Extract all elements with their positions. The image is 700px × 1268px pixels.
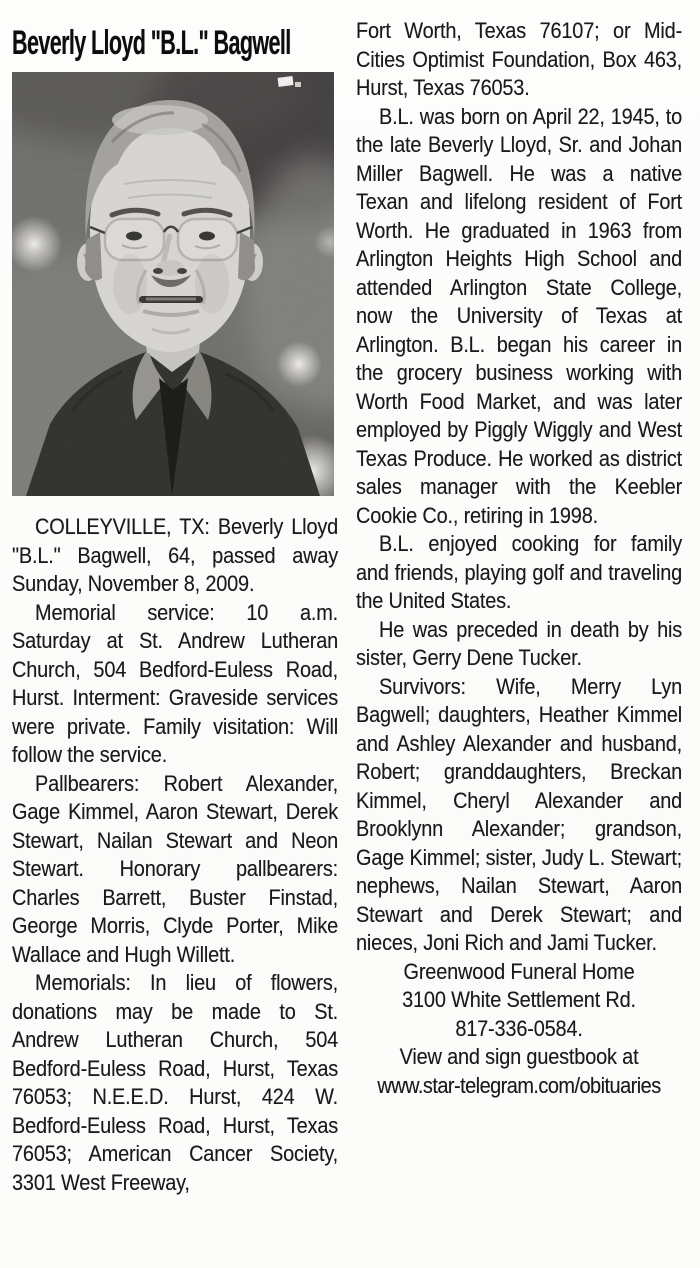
right-column-text (356, 0, 682, 1100)
right-column (356, 0, 682, 1197)
funeral-home-phone: 817-336-0584. (455, 1015, 583, 1041)
obituary-paragraph-hobbies: B.L. enjoyed cooking for family and friends, playing golf and traveling the United States. (356, 531, 683, 613)
portrait-photo (12, 72, 334, 496)
obituary-paragraph-memorials-continued: Fort Worth, Texas 76107; or Mid-Cities Optimist Foundation, Box 463, Hurst, Texas 76053. (356, 18, 683, 100)
obituary-paragraph-memorials: Memorials: In lieu of flowers, donations may be made to St. Andrew Lutheran Church, 504 Bedford-Euless Road, Hurst, Texas 76053; N.E.E.D. Hurst, 424 W. Bedford-Euless Road, Hurst, Texas 76053; American Cancer Society, 3301 West Freeway, (12, 970, 339, 1195)
obituary-paragraph-survivors: Survivors: Wife, Merry Lyn Bagwell; daughters, Heather Kimmel and Ashley Alexander and husband, Robert; granddaughters, Breckan Kimmel, Cheryl Alexander and Brooklynn Alexander; grandson, Gage Kimmel; sister, Judy L. Stewart; nephews, Nailan Stewart, Aaron Stewart and Derek Stewart; and nieces, Joni Rich and Jami Tucker. (356, 673, 683, 955)
obituary-headline: Beverly Lloyd "B.L." Bagwell (12, 24, 291, 62)
left-column-text (12, 513, 338, 1197)
funeral-home-address: 3100 White Settlement Rd. (402, 987, 636, 1012)
funeral-home-block (356, 958, 682, 1101)
portrait-photo-illustration (12, 72, 334, 496)
obituary-paragraph-biography: B.L. was born on April 22, 1945, to the late Beverly Lloyd, Sr. and Johan Miller Bagwell. He was a native Texan and lifelong resident of Fort Worth. He graduated in 1963 from Arlington Heights High School and attended Arlington State College, now the University of Texas at Arlington. B.L. began his career in the grocery business working with Worth Food Market, and was later employed by Piggly Wiggly and West Texas Produce. He worked as district sales manager with the Keebler Cookie Co., retiring in 1998. (356, 103, 683, 528)
funeral-home-name: Greenwood Funeral Home (403, 958, 635, 984)
obituary-paragraph-pallbearers: Pallbearers: Robert Alexander, Gage Kimmel, Aaron Stewart, Derek Stewart, Nailan Stewart and Neon Stewart. Honorary pallbearers: Charles Barrett, Buster Finstad, George Morris, Clyde Porter, Mike Wallace and Hugh Willett. (12, 770, 339, 967)
obituary-paragraph-preceded: He was preceded in death by his sister, Gerry Dene Tucker. (356, 616, 683, 670)
guestbook-note: View and sign guestbook at (399, 1044, 639, 1069)
left-column (12, 0, 338, 1197)
guestbook-url: www.star-telegram.com/obituaries (377, 1072, 661, 1098)
obituary-paragraph-service: Memorial service: 10 a.m. Saturday at St. Andrew Lutheran Church, 504 Bedford-Euless Road, Hurst. Interment: Graveside services were private. Family visitation: Will follow the service. (12, 599, 339, 767)
obituary-paragraph-intro: COLLEYVILLE, TX: Beverly Lloyd "B.L." Bagwell, 64, passed away Sunday, November 8, 2009. (12, 514, 339, 596)
